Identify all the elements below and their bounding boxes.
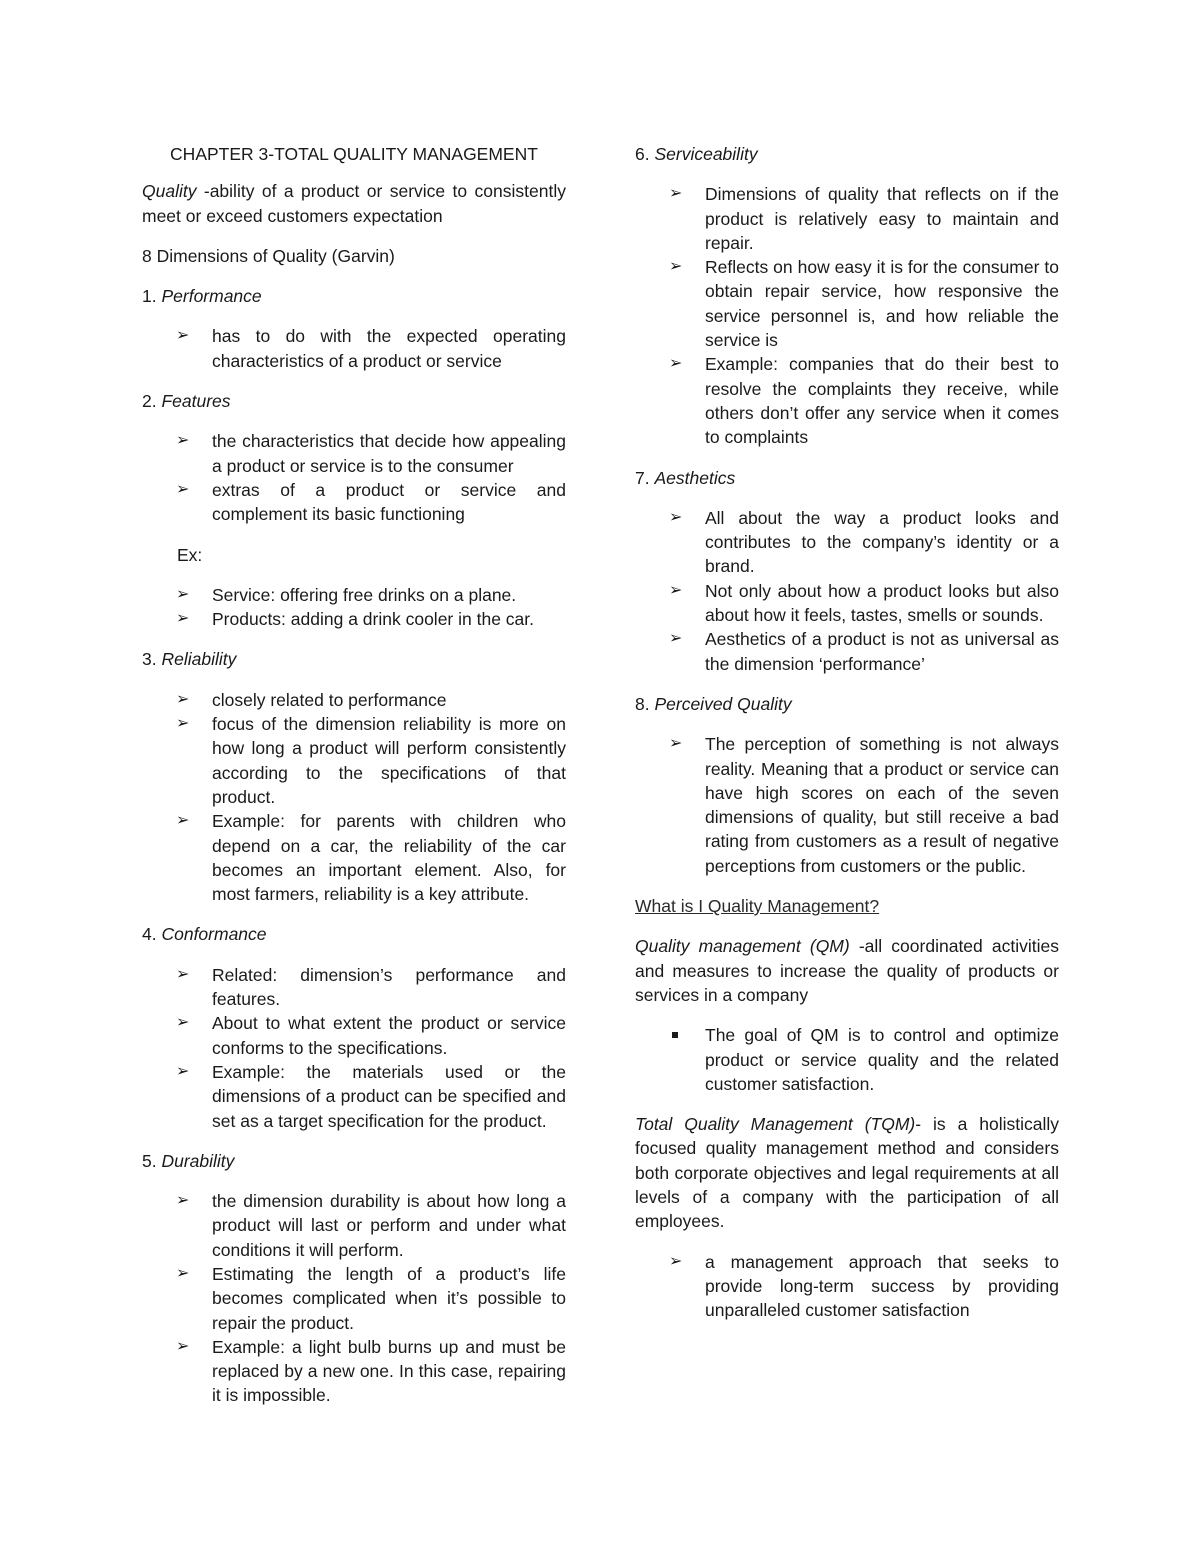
qm-term: Quality management (QM) xyxy=(635,936,850,957)
arrowhead-bullet-icon: ➢ xyxy=(176,1337,190,1355)
arrowhead-bullet-icon: ➢ xyxy=(176,1062,190,1080)
bullet-list xyxy=(142,324,566,373)
bullet-list xyxy=(142,1189,566,1408)
arrowhead-bullet-icon: ➢ xyxy=(176,690,190,708)
list-item xyxy=(176,1262,566,1335)
arrowhead-bullet-icon: ➢ xyxy=(669,185,683,203)
qm-def-text: -all coordinated activities and measures to increase the quality of products or services in a company xyxy=(635,936,1059,1005)
section-number: 6. xyxy=(635,144,655,164)
list-item xyxy=(176,1335,566,1408)
arrowhead-bullet-icon: ➢ xyxy=(176,1192,190,1210)
list-item-text: Products: adding a drink cooler in the car. xyxy=(212,609,534,630)
arrowhead-bullet-icon: ➢ xyxy=(176,432,190,450)
dimensions-heading: 8 Dimensions of Quality (Garvin) xyxy=(142,245,395,266)
list-item-text: Estimating the length of a product’s life becomes complicated when it’s possible to repair the product. xyxy=(212,1263,566,1333)
list-item xyxy=(176,1189,566,1262)
list-item xyxy=(669,506,1059,579)
list-item xyxy=(176,1011,566,1060)
section-number: 8. xyxy=(635,693,655,714)
list-item-text: the dimension durability is about how long a product will last or perform and under what conditions it will perform. xyxy=(212,1191,566,1260)
arrowhead-bullet-icon: ➢ xyxy=(176,812,190,830)
list-item xyxy=(176,1060,566,1133)
tqm-term: Total Quality Management (TQM) xyxy=(635,1114,916,1135)
section-name: Durability xyxy=(161,1150,235,1171)
list-item-text: the characteristics that decide how appealing a product or service is to the consumer xyxy=(212,431,566,476)
list-item-text: extras of a product or service and complement its basic functioning xyxy=(212,479,566,525)
list-item-text: Related: dimension’s performance and features. xyxy=(212,964,566,1010)
section-name: Serviceability xyxy=(654,144,758,164)
list-item-text: a management approach that seeks to provide long-term success by providing unparalleled customer satisfaction xyxy=(705,1251,1059,1321)
section-name: Conformance xyxy=(161,924,267,945)
arrowhead-bullet-icon: ➢ xyxy=(669,630,683,648)
section-heading-reliability xyxy=(142,647,566,671)
section-number: 5. xyxy=(142,1150,162,1171)
list-item xyxy=(176,712,566,809)
section-number: 2. xyxy=(142,391,162,412)
list-item xyxy=(176,688,566,712)
section-heading-serviceability xyxy=(635,142,1059,166)
list-item xyxy=(669,732,1059,878)
section-number: 4. xyxy=(142,924,162,945)
list-item-text: Example: companies that do their best to resolve the complaints they receive, while others don’t offer any service when it comes to complaints xyxy=(705,354,1059,448)
section-number: 3. xyxy=(142,649,162,670)
arrowhead-bullet-icon: ➢ xyxy=(669,735,683,753)
list-item-text: About to what extent the product or service conforms to the specifications. xyxy=(212,1013,566,1058)
list-item xyxy=(176,478,566,527)
list-item-text: Example: a light bulb burns up and must be replaced by a new one. In this case, repairing it is impossible. xyxy=(212,1336,566,1406)
arrowhead-bullet-icon: ➢ xyxy=(669,581,683,599)
list-item xyxy=(176,429,566,478)
section-heading-conformance xyxy=(142,922,566,946)
chapter-title: CHAPTER 3-TOTAL QUALITY MANAGEMENT xyxy=(170,144,538,164)
list-item-text: closely related to performance xyxy=(212,689,447,710)
section-heading-features xyxy=(142,389,566,413)
example-label: Ex: xyxy=(177,544,203,565)
list-item-text: focus of the dimension reliability is more on how long a product will perform consistently according to the specifications of that product. xyxy=(212,714,566,807)
tqm-definition xyxy=(635,1112,1059,1233)
quality-term: Quality xyxy=(142,181,197,202)
right-column xyxy=(635,140,1059,1338)
left-column xyxy=(142,140,566,1424)
list-item xyxy=(176,607,566,631)
quality-definition xyxy=(142,179,566,228)
qm-definition xyxy=(635,934,1059,1007)
square-bullet-icon xyxy=(672,1032,678,1038)
list-item xyxy=(669,579,1059,628)
arrowhead-bullet-icon: ➢ xyxy=(176,585,190,603)
list-item-text: Aesthetics of a product is not as universal as the dimension ‘performance’ xyxy=(705,629,1059,674)
list-item xyxy=(176,963,566,1012)
example-list xyxy=(142,583,566,632)
arrowhead-bullet-icon: ➢ xyxy=(176,1014,190,1032)
list-item-text: The goal of QM is to control and optimize product or service quality and the related customer satisfaction. xyxy=(705,1025,1059,1094)
list-item-text: Example: the materials used or the dimensions of a product can be specified and set as a target specification for the product. xyxy=(212,1061,566,1131)
list-item xyxy=(669,182,1059,255)
section-heading-performance xyxy=(142,284,566,308)
bullet-list xyxy=(635,182,1059,449)
list-item xyxy=(705,1023,1059,1096)
list-item-text: Dimensions of quality that reflects on if the product is relatively easy to maintain and repair. xyxy=(705,184,1059,253)
section-name: Aesthetics xyxy=(654,467,736,488)
arrowhead-bullet-icon: ➢ xyxy=(176,1264,190,1282)
quality-def-text: -ability of a product or service to consistently meet or exceed customers expectation xyxy=(142,181,566,226)
arrowhead-bullet-icon: ➢ xyxy=(176,715,190,733)
list-item-text: All about the way a product looks and contributes to the company’s identity or a brand. xyxy=(705,507,1059,577)
bullet-list xyxy=(635,506,1059,676)
section-number: 7. xyxy=(635,467,655,488)
section-name: Perceived Quality xyxy=(654,693,792,714)
list-item-text: Example: for parents with children who depend on a car, the reliability of the car becomes an important element. Also, for most farmers, reliability is a key attribute. xyxy=(212,811,566,905)
list-item-text: Reflects on how easy it is for the consumer to obtain repair service, how responsive the service personnel is, and how reliable the service is xyxy=(705,257,1059,351)
arrowhead-bullet-icon: ➢ xyxy=(176,610,190,628)
section-name: Features xyxy=(161,391,231,412)
list-item xyxy=(669,627,1059,676)
list-item xyxy=(669,255,1059,352)
list-item xyxy=(669,352,1059,449)
section-name: Reliability xyxy=(161,649,237,670)
section-heading-perceived-quality xyxy=(635,692,1059,716)
tqm-def-text: - is a holistically focused quality management method and considers both corporate objectives and legal requirements at all levels of a company with the participation of all employees. xyxy=(635,1114,1059,1232)
list-item xyxy=(176,324,566,373)
arrowhead-bullet-icon: ➢ xyxy=(669,258,683,276)
arrowhead-bullet-icon: ➢ xyxy=(176,965,190,983)
bullet-list xyxy=(635,732,1059,878)
section-heading-durability xyxy=(142,1149,566,1173)
bullet-list xyxy=(142,688,566,907)
question-link[interactable]: What is I Quality Management? xyxy=(635,896,880,917)
list-item xyxy=(176,583,566,607)
square-bullet-list xyxy=(635,1023,1059,1096)
bullet-list xyxy=(142,963,566,1133)
list-item-text: Not only about how a product looks but also about how it feels, tastes, smells or sounds. xyxy=(705,580,1059,626)
arrowhead-bullet-icon: ➢ xyxy=(669,508,683,526)
list-item-text: The perception of something is not always reality. Meaning that a product or service can have high scores on each of the seven dimensions of quality, but still receive a bad rating from customers as a result of negative perceptions from customers or the public. xyxy=(705,734,1059,876)
arrowhead-bullet-icon: ➢ xyxy=(669,1252,683,1270)
arrowhead-bullet-icon: ➢ xyxy=(176,327,190,345)
section-heading-aesthetics xyxy=(635,466,1059,490)
section-name: Performance xyxy=(161,286,262,307)
list-item xyxy=(669,1250,1059,1323)
list-item-text: has to do with the expected operating characteristics of a product or service xyxy=(212,326,566,371)
arrowhead-bullet-icon: ➢ xyxy=(669,355,683,373)
list-item xyxy=(176,809,566,906)
section-number: 1. xyxy=(142,286,162,307)
bullet-list xyxy=(142,429,566,526)
arrowhead-bullet-icon: ➢ xyxy=(176,480,190,498)
list-item-text: Service: offering free drinks on a plane. xyxy=(212,584,517,605)
bullet-list xyxy=(635,1250,1059,1323)
